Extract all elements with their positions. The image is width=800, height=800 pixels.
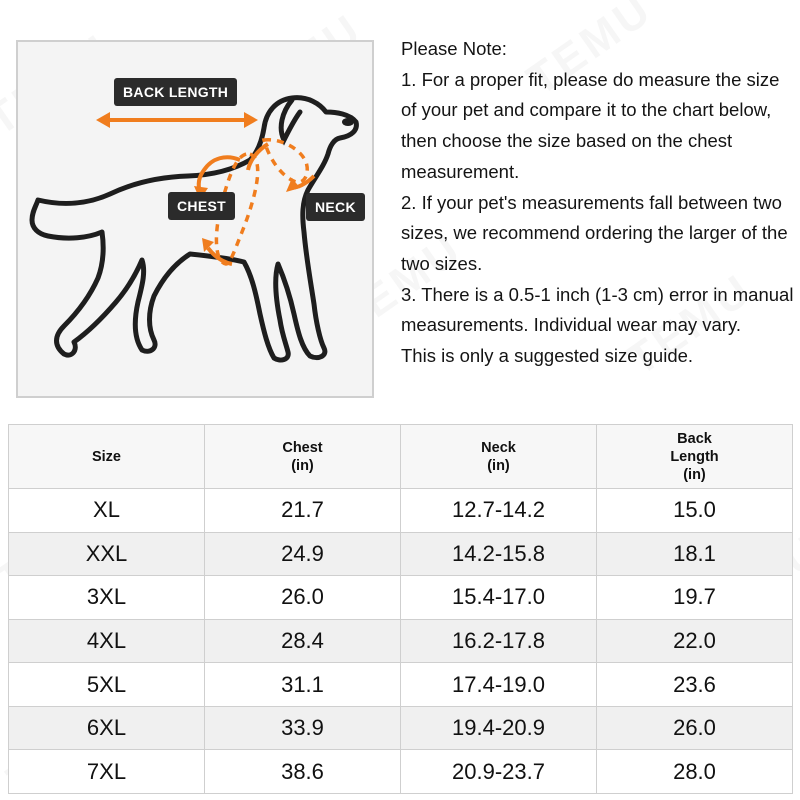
cell-size: 7XL bbox=[9, 750, 205, 794]
cell-back-length: 26.0 bbox=[597, 706, 793, 750]
notes-footer: This is only a suggested size guide. bbox=[401, 345, 694, 367]
cell-back-length: 23.6 bbox=[597, 663, 793, 707]
cell-neck: 15.4-17.0 bbox=[401, 576, 597, 620]
back-length-label: BACK LENGTH bbox=[114, 78, 237, 106]
cell-chest: 38.6 bbox=[205, 750, 401, 794]
cell-chest: 33.9 bbox=[205, 706, 401, 750]
cell-size: 6XL bbox=[9, 706, 205, 750]
cell-chest: 21.7 bbox=[205, 489, 401, 533]
cell-neck: 19.4-20.9 bbox=[401, 706, 597, 750]
note-item-2: 2. If your pet's measurements fall between two sizes, we recommend ordering the larger of the two sizes. bbox=[401, 191, 788, 274]
cell-back-length: 28.0 bbox=[597, 750, 793, 794]
cell-neck: 12.7-14.2 bbox=[401, 489, 597, 533]
note-item-1: 1. For a proper fit, please do measure the size of your pet and compare it to the chart below, then choose the size based on the chest measurement. bbox=[401, 68, 780, 182]
table-row bbox=[9, 532, 793, 576]
table-row bbox=[9, 750, 793, 794]
note-item-3: 3. There is a 0.5-1 inch (1-3 cm) error in manual measurements. Individual wear may vary. bbox=[401, 283, 794, 336]
cell-neck: 16.2-17.8 bbox=[401, 619, 597, 663]
table-row bbox=[9, 619, 793, 663]
cell-back-length: 18.1 bbox=[597, 532, 793, 576]
cell-back-length: 22.0 bbox=[597, 619, 793, 663]
fit-notes bbox=[401, 34, 796, 372]
cell-size: 3XL bbox=[9, 576, 205, 620]
table-row bbox=[9, 576, 793, 620]
header-chest: Chest (in) bbox=[205, 425, 401, 489]
cell-size: 5XL bbox=[9, 663, 205, 707]
table-header-row bbox=[9, 425, 793, 489]
table-row bbox=[9, 706, 793, 750]
cell-size: XXL bbox=[9, 532, 205, 576]
cell-back-length: 15.0 bbox=[597, 489, 793, 533]
cell-chest: 28.4 bbox=[205, 619, 401, 663]
neck-label: NECK bbox=[306, 193, 365, 221]
notes-heading: Please Note: bbox=[401, 38, 507, 59]
chest-label: CHEST bbox=[168, 192, 235, 220]
header-neck: Neck (in) bbox=[401, 425, 597, 489]
cell-neck: 17.4-19.0 bbox=[401, 663, 597, 707]
cell-size: 4XL bbox=[9, 619, 205, 663]
cell-chest: 31.1 bbox=[205, 663, 401, 707]
cell-back-length: 19.7 bbox=[597, 576, 793, 620]
table-row bbox=[9, 489, 793, 533]
header-back-length: Back Length (in) bbox=[597, 425, 793, 489]
cell-chest: 24.9 bbox=[205, 532, 401, 576]
header-size: Size bbox=[9, 425, 205, 489]
size-chart-table bbox=[8, 424, 793, 794]
cell-neck: 20.9-23.7 bbox=[401, 750, 597, 794]
cell-neck: 14.2-15.8 bbox=[401, 532, 597, 576]
dog-measurement-diagram bbox=[16, 40, 374, 398]
cell-size: XL bbox=[9, 489, 205, 533]
table-row bbox=[9, 663, 793, 707]
cell-chest: 26.0 bbox=[205, 576, 401, 620]
